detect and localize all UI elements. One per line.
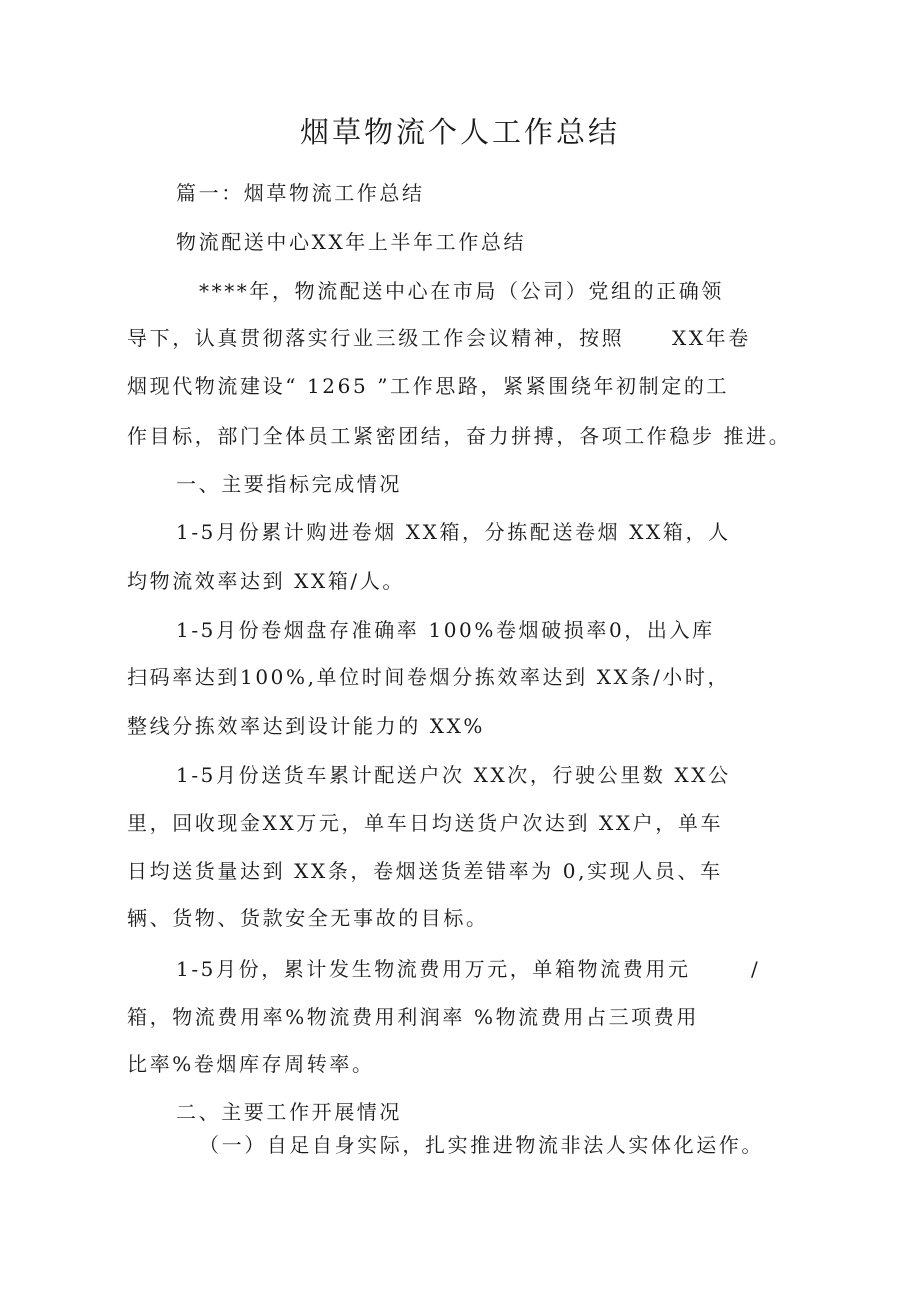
paragraph-line: 作目标，部门全体员工紧密团结，奋力拼搏，各项工作稳步 推进。: [127, 424, 792, 448]
section-heading: 二、主要工作开展情况: [176, 1100, 402, 1124]
paragraph-line: 1-5月份卷烟盘存准确率 100%卷烟破损率0，出入库: [176, 618, 715, 642]
paragraph-fragment: /: [751, 957, 761, 981]
subsection-heading: （一）自足自身实际，扎实推进物流非法人实体化运作。: [199, 1133, 764, 1157]
paragraph-line: 扫码率达到100%,单位时间卷烟分拣效率达到 XX条/小时，: [127, 665, 731, 689]
paragraph-line: 里，回收现金XX万元，单车日均送货户次达到 XX户，单车: [127, 811, 724, 835]
report-heading: 物流配送中心XX年上半年工作总结: [176, 230, 527, 254]
paragraph-line: 1-5月份，累计发生物流费用万元，单箱物流费用元: [176, 957, 691, 981]
paragraph-line: 箱，物流费用率%物流费用利润率 %物流费用占三项费用: [127, 1005, 699, 1029]
paragraph-line: 比率%卷烟库存周转率。: [127, 1052, 375, 1076]
section-heading: 一、主要指标完成情况: [176, 472, 402, 496]
paragraph-fragment: XX年卷: [672, 326, 751, 350]
paragraph-line: ****年，物流配送中心在市局（公司）党组的正确领: [199, 279, 724, 303]
paragraph-line: 1-5月份送货车累计配送户次 XX次，行驶公里数 XX公: [176, 763, 731, 787]
section-subtitle: 篇一：烟草物流工作总结: [176, 181, 425, 205]
paragraph-line: 1-5月份累计购进卷烟 XX箱，分拣配送卷烟 XX箱，人: [176, 520, 731, 544]
paragraph-line: 辆、货物、货款安全无事故的目标。: [127, 906, 489, 930]
paragraph-line: 均物流效率达到 XX箱/人。: [127, 569, 405, 593]
paragraph-line: 导下，认真贯彻落实行业三级工作会议精神，按照: [127, 326, 625, 350]
paragraph-line: 烟现代物流建设“ 1265 ”工作思路，紧紧围绕年初制定的工: [127, 374, 730, 398]
paragraph-line: 日均送货量达到 XX条，卷烟送货差错率为 0,实现人员、车: [127, 859, 723, 883]
document-title: 烟草物流个人工作总结: [299, 115, 620, 149]
paragraph-line: 整线分拣效率达到设计能力的 XX%: [127, 714, 486, 738]
